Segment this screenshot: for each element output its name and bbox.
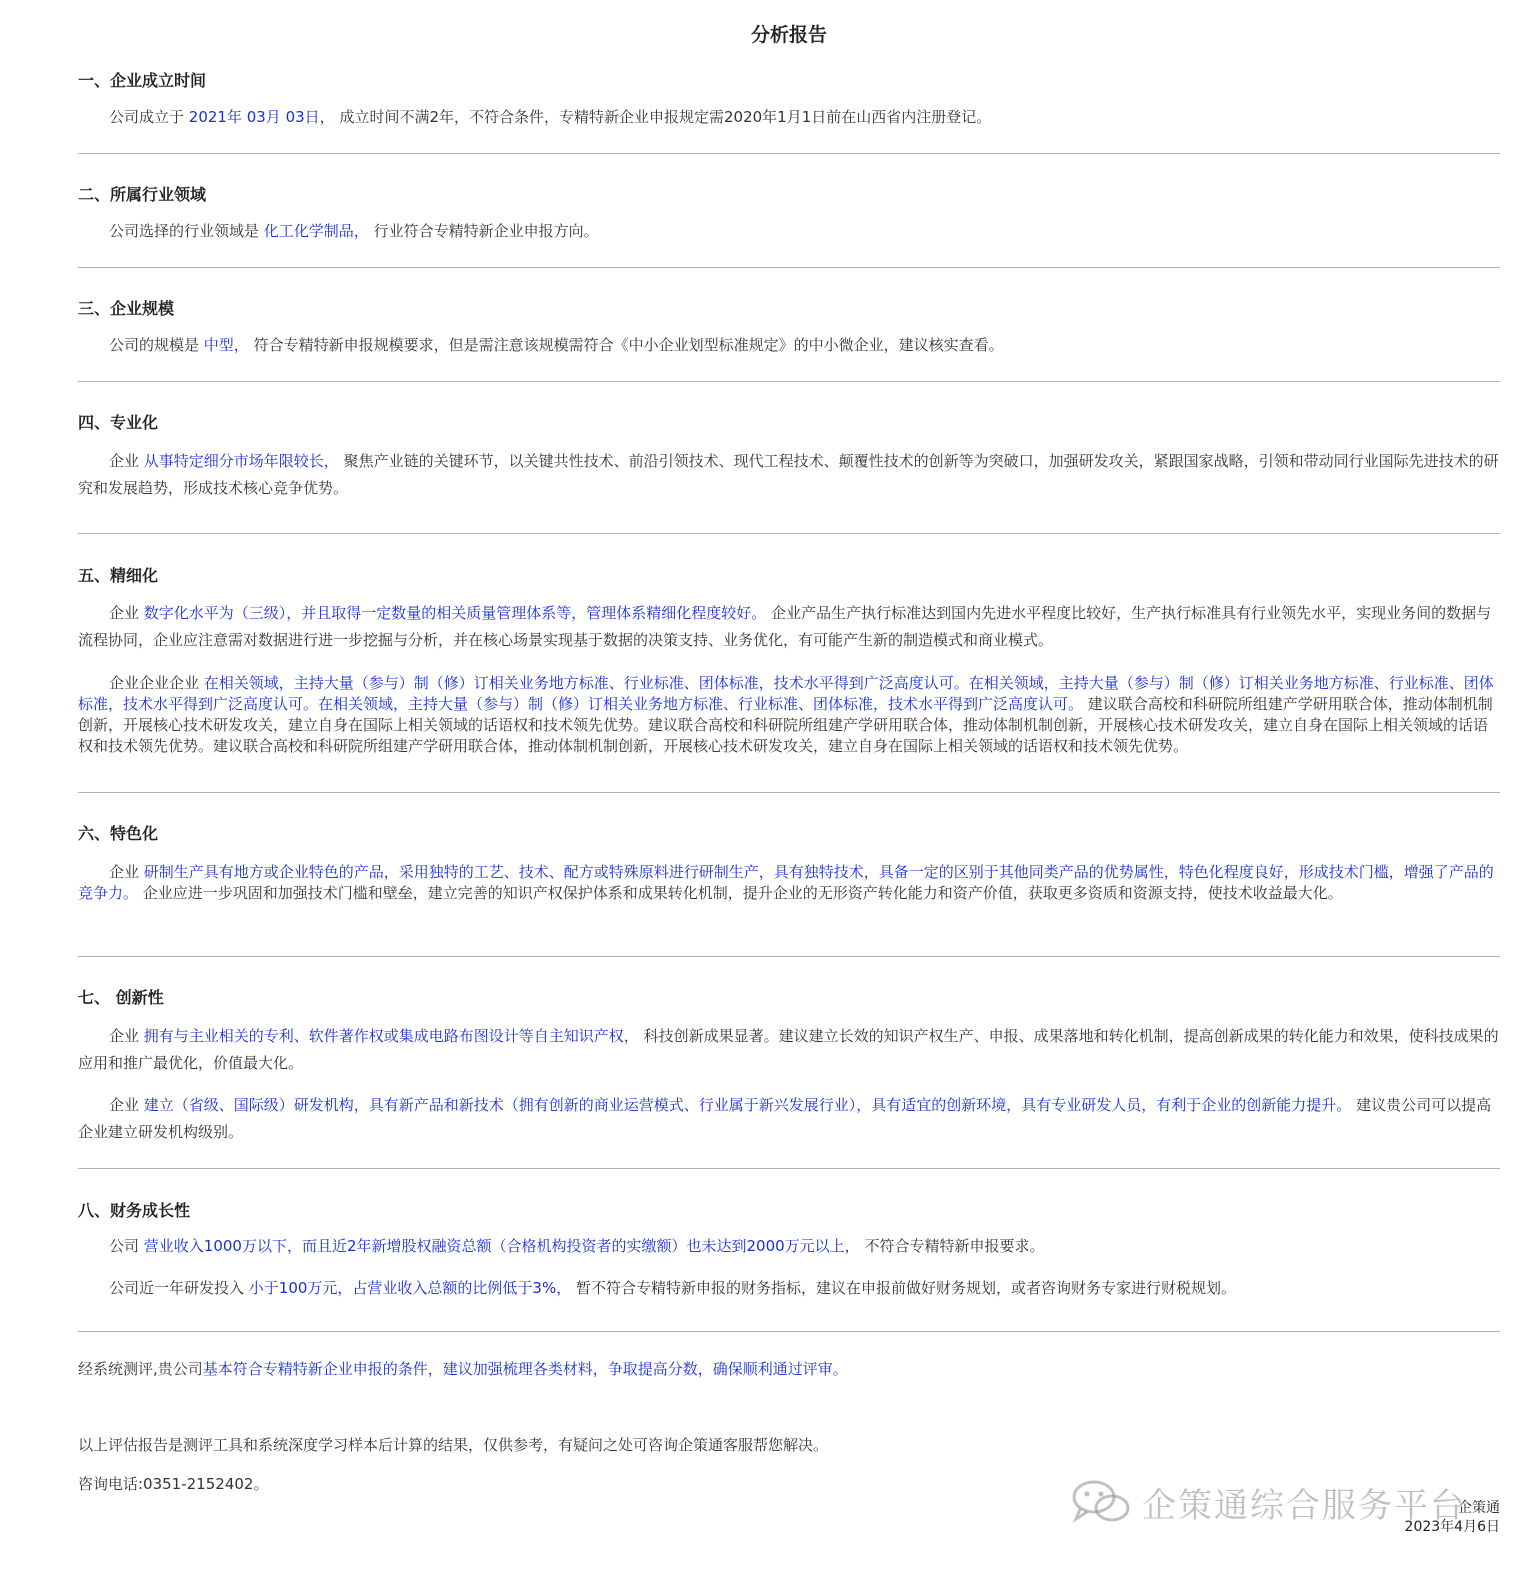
- paragraph-text: 企业: [109, 452, 144, 470]
- section-divider: [78, 956, 1500, 957]
- section-divider: [78, 1331, 1500, 1332]
- paragraph-text: 成立时间不满2年，不符合条件，专精特新企业申报规定需2020年1月1日前在山西省内注册登记。: [334, 108, 992, 126]
- wechat-icon: [1070, 1477, 1132, 1527]
- paragraph-text: 科技创新成果显著。建议建立长效的知识产权生产、申报、成果落地和转化机制，提高创新成果的转化能力和效果，使科技成果的应用和推广最优化，价值最大化。: [78, 1027, 1499, 1072]
- section-paragraph: [78, 104, 1500, 131]
- section-paragraph: [78, 1275, 1500, 1302]
- section-divider: [78, 267, 1500, 268]
- paragraph-text: 符合专精特新申报规模要求，但是需注意该规模需符合《中小企业划型标准规定》的中小微企业，建议核实查看。: [248, 336, 1004, 354]
- paragraph-text: 企业: [109, 1096, 144, 1114]
- section-divider: [78, 792, 1500, 793]
- section-paragraph: [78, 332, 1500, 359]
- section-divider: [78, 533, 1500, 534]
- section-paragraph: [78, 218, 1500, 245]
- paragraph-text: 暂不符合专精特新申报的财务指标，建议在申报前做好财务规划，或者咨询财务专家进行财税规划。: [571, 1279, 1236, 1297]
- paragraph-highlight: 小于100万元，占营业收入总额的比例低于3%，: [248, 1279, 572, 1297]
- section-heading-industry: 二、所属行业领域: [78, 185, 207, 204]
- paragraph-text: 企业: [109, 1027, 144, 1045]
- section-paragraph: [78, 600, 1500, 654]
- paragraph-text: 企业企业企业: [109, 674, 204, 692]
- paragraph-text: 聚焦产业链的关键环节，以关键共性技术、前沿引领技术、现代工程技术、颠覆性技术的创新等为突破口，加强研发攻关，紧跟国家战略，引领和带动同行业国际先进技术的研究和发展趋势，形成技术核心竞争优势。: [78, 452, 1499, 497]
- section-divider: [78, 153, 1500, 154]
- paragraph-highlight: 在相关领域，主持大量（参与）制（修）订相关业务地方标准、行业标准、团体标准，技术水平得到广泛高度认可。在相关领域，主持大量（参与）制（修）订相关业务地方标准、行业标准、团体标准，技术水平得到广泛高度认可。在相关领域，主持大量（参与）制（修）订相关业务地方标准、行业标准、团体标准，技术水平得到广泛高度认可。: [78, 674, 1494, 713]
- paragraph-highlight: 拥有与主业相关的专利、软件著作权或集成电路布图设计等自主知识产权，: [143, 1027, 639, 1045]
- stamp-brand: 企策通: [1458, 1500, 1500, 1516]
- section-heading-distinctiveness: 六、特色化: [78, 824, 159, 843]
- section-paragraph: [78, 1233, 1500, 1260]
- paragraph-highlight: 数字化水平为（三级），并且取得一定数量的相关质量管理体系等，管理体系精细化程度较好。: [143, 604, 767, 622]
- section-heading-scale: 三、企业规模: [78, 299, 175, 318]
- paragraph-highlight: 化工化学制品，: [263, 222, 369, 240]
- paragraph-text: 公司: [109, 1237, 144, 1255]
- section-paragraph: [78, 1092, 1500, 1146]
- paragraph-text: 公司的规模是: [109, 336, 204, 354]
- section-paragraph: [78, 448, 1500, 502]
- contact-phone: 咨询电话:0351-2152402。: [78, 1475, 269, 1493]
- paragraph-text: 公司选择的行业领域是: [109, 222, 264, 240]
- conclusion-lead: 经系统测评,贵公司: [78, 1360, 203, 1378]
- paragraph-text: 建议联合高校和科研院所组建产学研用联合体，推动体制机制创新，开展核心技术研发攻关，建立自身在国际上相关领域的话语权和技术领先优势。建议联合高校和科研院所组建产学研用联合体，推动体制机制创新，开展核心技术研发攻关，建立自身在国际上相关领域的话语权和技术领先优势。建议联合高校和科研院所组建产学研用联合体，推动体制机制创新，开展核心技术研发攻关，建立自身在国际上相关领域的话语权和技术领先优势。: [78, 695, 1493, 755]
- stamp-date: 2023年4月6日: [1404, 1519, 1500, 1535]
- report-title: 分析报告: [750, 24, 827, 46]
- paragraph-highlight: 研制生产具有地方或企业特色的产品，采用独特的工艺、技术、配方或特殊原料进行研制生产，具有独特技术，具备一定的区别于其他同类产品的优势属性，特色化程度良好，形成技术门槛，增强了产品的竞争力。: [78, 863, 1494, 902]
- disclaimer-text: 以上评估报告是测评工具和系统深度学习样本后计算的结果，仅供参考，有疑问之处可咨询企策通客服帮您解决。: [78, 1436, 829, 1454]
- paragraph-text: 公司成立于: [109, 108, 189, 126]
- paragraph-text: 企业产品生产执行标准达到国内先进水平程度比较好，生产执行标准具有行业领先水平，实现业务间的数据与流程协同，企业应注意需对数据进行进一步挖掘与分析，并在核心场景实现基于数据的决策支持、业务优化，有可能产生新的制造模式和商业模式。: [78, 604, 1492, 649]
- paragraph-highlight: 从事特定细分市场年限较长，: [143, 452, 339, 470]
- section-divider: [78, 381, 1500, 382]
- section-paragraph: [78, 673, 1500, 757]
- paragraph-text: 企业: [109, 863, 144, 881]
- paragraph-text: 行业符合专精特新企业申报方向。: [368, 222, 599, 240]
- paragraph-text: 企业: [109, 604, 144, 622]
- section-heading-refinement: 五、精细化: [78, 566, 159, 585]
- section-heading-innovation: 七、 创新性: [78, 988, 164, 1007]
- section-divider: [78, 1168, 1500, 1169]
- section-heading-founding: 一、企业成立时间: [78, 71, 207, 90]
- paragraph-text: 企业应进一步巩固和加强技术门槛和壁垒，建立完善的知识产权保护体系和成果转化机制，提升企业的无形资产转化能力和资产价值，获取更多资质和资源支持，使技术收益最大化。: [138, 884, 1343, 902]
- section-heading-specialization: 四、专业化: [78, 413, 159, 432]
- section-paragraph: [78, 1023, 1500, 1077]
- paragraph-highlight: 中型，: [203, 336, 249, 354]
- paragraph-highlight: 2021年 03月 03日，: [188, 108, 335, 126]
- paragraph-text: 不符合专精特新申报要求。: [859, 1237, 1045, 1255]
- paragraph-text: 公司近一年研发投入: [109, 1279, 249, 1297]
- paragraph-highlight: 建立（省级、国际级）研发机构，具有新产品和新技术（拥有创新的商业运营模式、行业属于新兴发展行业），具有适宜的创新环境，具有专业研发人员，有利于企业的创新能力提升。: [143, 1096, 1352, 1114]
- section-paragraph: [78, 862, 1500, 904]
- section-heading-finance: 八、财务成长性: [78, 1201, 191, 1220]
- watermark-text: 企策通综合服务平台: [1142, 1485, 1466, 1526]
- paragraph-highlight: 营业收入1000万以下，而且近2年新增股权融资总额（合格机构投资者的实缴额）也未达到2000万元以上，: [143, 1237, 860, 1255]
- conclusion-text: [78, 1357, 848, 1381]
- paragraph-text: 建议贵公司可以提高企业建立研发机构级别。: [78, 1096, 1492, 1141]
- conclusion-highlight: 基本符合专精特新企业申报的条件，建议加强梳理各类材料，争取提高分数，确保顺利通过评审。: [202, 1360, 848, 1378]
